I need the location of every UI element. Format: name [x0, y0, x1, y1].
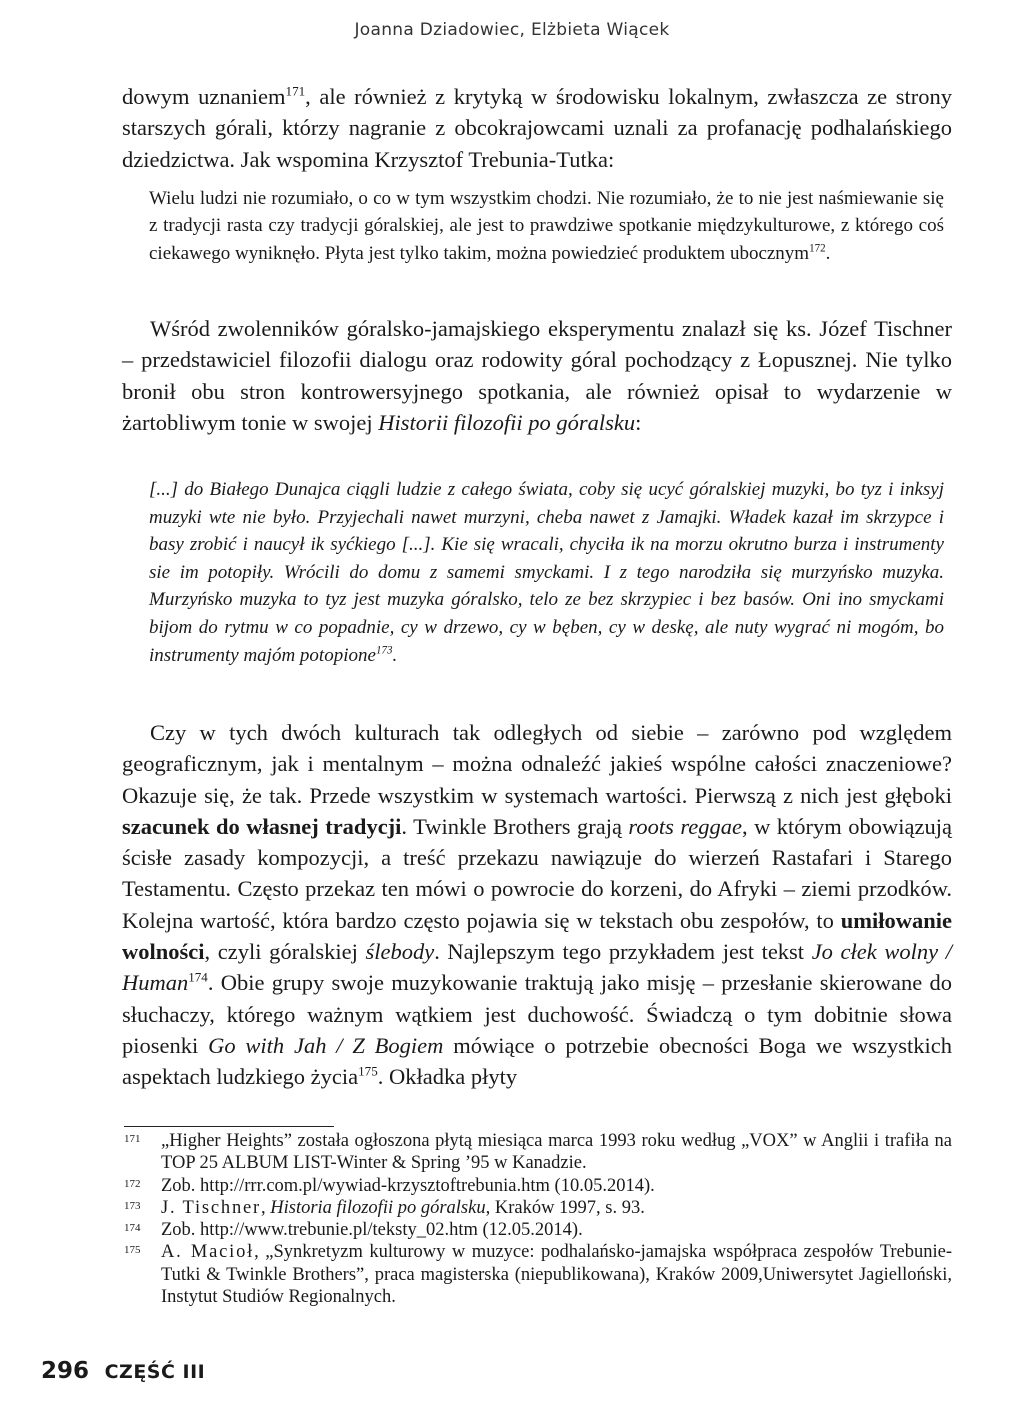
footnote-author: A. Macioł [161, 1242, 255, 1263]
footnote-number: 171 [124, 1133, 141, 1145]
paragraph-2: Wśród zwolenników góralsko-jamajskiego eksperymentu znalazł się ks. Józef Tischner – przedstawiciel filozofii dialogu oraz rodowity góral pochodzący z Łopusznej. Nie tylko bronił obu stron kontrowersyjnego spotkania, ale również opisał to wydarzenie w żartobliwym tonie w swojej Historii filozofii po góralsku: [122, 316, 952, 435]
footnote-number: 174 [124, 1222, 141, 1235]
footnote-author: J. Tischner [161, 1197, 261, 1218]
footnote-title: Historia filozofii po góralsku [270, 1197, 486, 1218]
footnote-173 [124, 1197, 952, 1219]
footnote-174 [124, 1219, 952, 1241]
footnote-ref-175: 175 [358, 1063, 378, 1079]
emphasis-umilowanie: umiłowanie wolności [122, 907, 952, 965]
book-title-historia: Historii filozofii po góralsku [378, 409, 636, 435]
emphasis-szacunek: szacunek do własnej tradycji [122, 813, 402, 839]
page-number: 296 [41, 1358, 90, 1384]
term-roots-reggae: roots reggae [628, 813, 742, 839]
term-slebody: ślebody [365, 939, 435, 965]
footnote-text: „Higher Heights” została ogłoszona płytą miesiąca marca 1993 roku według „VOX” w Anglii i trafiła na TOP 25 ALBUM LIST-Winter & Spring ’95 w Kanadzie. [161, 1131, 952, 1174]
running-header: Joanna Dziadowiec, Elżbieta Wiącek [354, 20, 670, 40]
footnote-ref-172: 172 [809, 242, 826, 255]
footnote-number: 175 [124, 1244, 141, 1257]
footnote-ref-171: 171 [285, 83, 306, 99]
footnote-number: 173 [124, 1199, 141, 1212]
footnotes [124, 1130, 952, 1308]
footnote-ref-173: 173 [375, 644, 393, 657]
paragraph-1: dowym uznaniem$^{171}$, ale również z krytyką w środowisku lokalnym, zwłaszcza ze strony starszych górali, którzy nagranie z obcokrajowcami uznali za profanację podhalańskiego dziedzictwa. Jak wspomina Krzysztof Trebunia-Tutka: [122, 83, 952, 172]
footnote-divider [124, 1126, 334, 1127]
part-label: CZĘŚĆ III [104, 1361, 206, 1383]
song-title-human: Jo cłek wolny / Human [122, 939, 952, 996]
footnote-172 [124, 1175, 952, 1197]
footnote-ref-174: 174 [188, 969, 208, 985]
page-footer [41, 1358, 205, 1384]
footnote-175 [124, 1241, 952, 1308]
footnote-text: Zob. http://www.trebunie.pl/teksty_02.htm (12.05.2014). [161, 1220, 583, 1241]
footnote-text: J. Tischner, Historia filozofii po góralsku, Kraków 1997, s. 93. [161, 1197, 645, 1218]
footnote-text: A. Macioł, „Synkretyzm kulturowy w muzyce: podhalańsko-jamajska współpraca zespołów Trebunie-Tutki & Twinkle Brothers”, praca magisterska (niepublikowana), Kraków 2009,Uniwersytet Jagielloński, Instytut Studiów Regionalnych. [161, 1242, 952, 1308]
song-title-go-with-jah: Go with Jah / Z Bogiem [208, 1032, 444, 1058]
block-quote-trebunia: Wielu ludzi nie rozumiało, o co w tym wszystkim chodzi. Nie rozumiało, że to nie jest naśmiewanie się z tradycji rasta czy tradycji góralskiej, ale jest to prawdziwe spotkanie międzykulturowe, z którego coś ciekawego wyniknęło. Płyta jest tylko takim, można powiedzieć produktem ubocznym$^{172}$. [149, 188, 944, 264]
footnote-number: 172 [124, 1177, 141, 1190]
footnote-171 [124, 1130, 952, 1175]
block-quote-tischner: [...] do Białego Dunajca ciągli ludzie z całego świata, coby się ucyć góralskiej muzyki, bo tyz i inksyj muzyki wte nie było. Przyjechali nawet murzyni, cheba nawet z Jamajki. Władek kazał im skrzypce i basy zrobić i naucył ik syćkiego [...]. Kie się wracali, chyciła ik na morzu okrutno burza i instrumenty sie im potopiły. Wrócili do domu z samemi smyckami. I z tego narodziła się murzyńsko muzyka. Murzyńsko muzyka to tyz jest muzyka góralsko, telo ze bez skrzypiec i bez basów. Oni ino smyckami bijom do rytmu w co popadnie, cy w drzewo, cy w bęben, cy w deskę, ale nuty wygrać ni mogóm, bo instrumenty majóm potopione$^{173}$. [149, 479, 944, 666]
footnote-text: Zob. http://rrr.com.pl/wywiad-krzysztoftrebunia.htm (10.05.2014). [161, 1175, 655, 1196]
paragraph-3: Czy w tych dwóch kulturach tak odległych od siebie – zarówno pod względem geograficznym, jak i mentalnym – można odnaleźć jakieś wspólne całości znaczeniowe? Okazuje się, że tak. Przede wszystkim w systemach wartości. Pierwszą z nich jest głęboki szacunek do własnej tradycji. Twinkle Brothers grają roots reggae, w którym obowiązują ścisłe zasady kompozycji, a treść przekazu nawiązuje do wierzeń Rastafari i Starego Testamentu. Często przekaz ten mówi o powrocie do korzeni, do Afryki – ziemi przodków. Kolejna wartość, która bardzo często pojawia się w tekstach obu zespołów, to umiłowanie wolności, czyli góralskiej ślebody. Najlepszym tego przykładem jest tekst Jo cłek wolny / Human$^{174}$. Obie grupy swoje muzykowanie traktują jako misję – przesłanie skierowane do słuchaczy, którego ważnym wątkiem jest duchowość. Świadczą o tym dobitnie słowa piosenki Go with Jah / Z Bogiem mówiące o potrzebie obecności Boga we wszystkich aspektach ludzkiego życia$^{175}$. Okładka płyty [122, 720, 953, 1090]
